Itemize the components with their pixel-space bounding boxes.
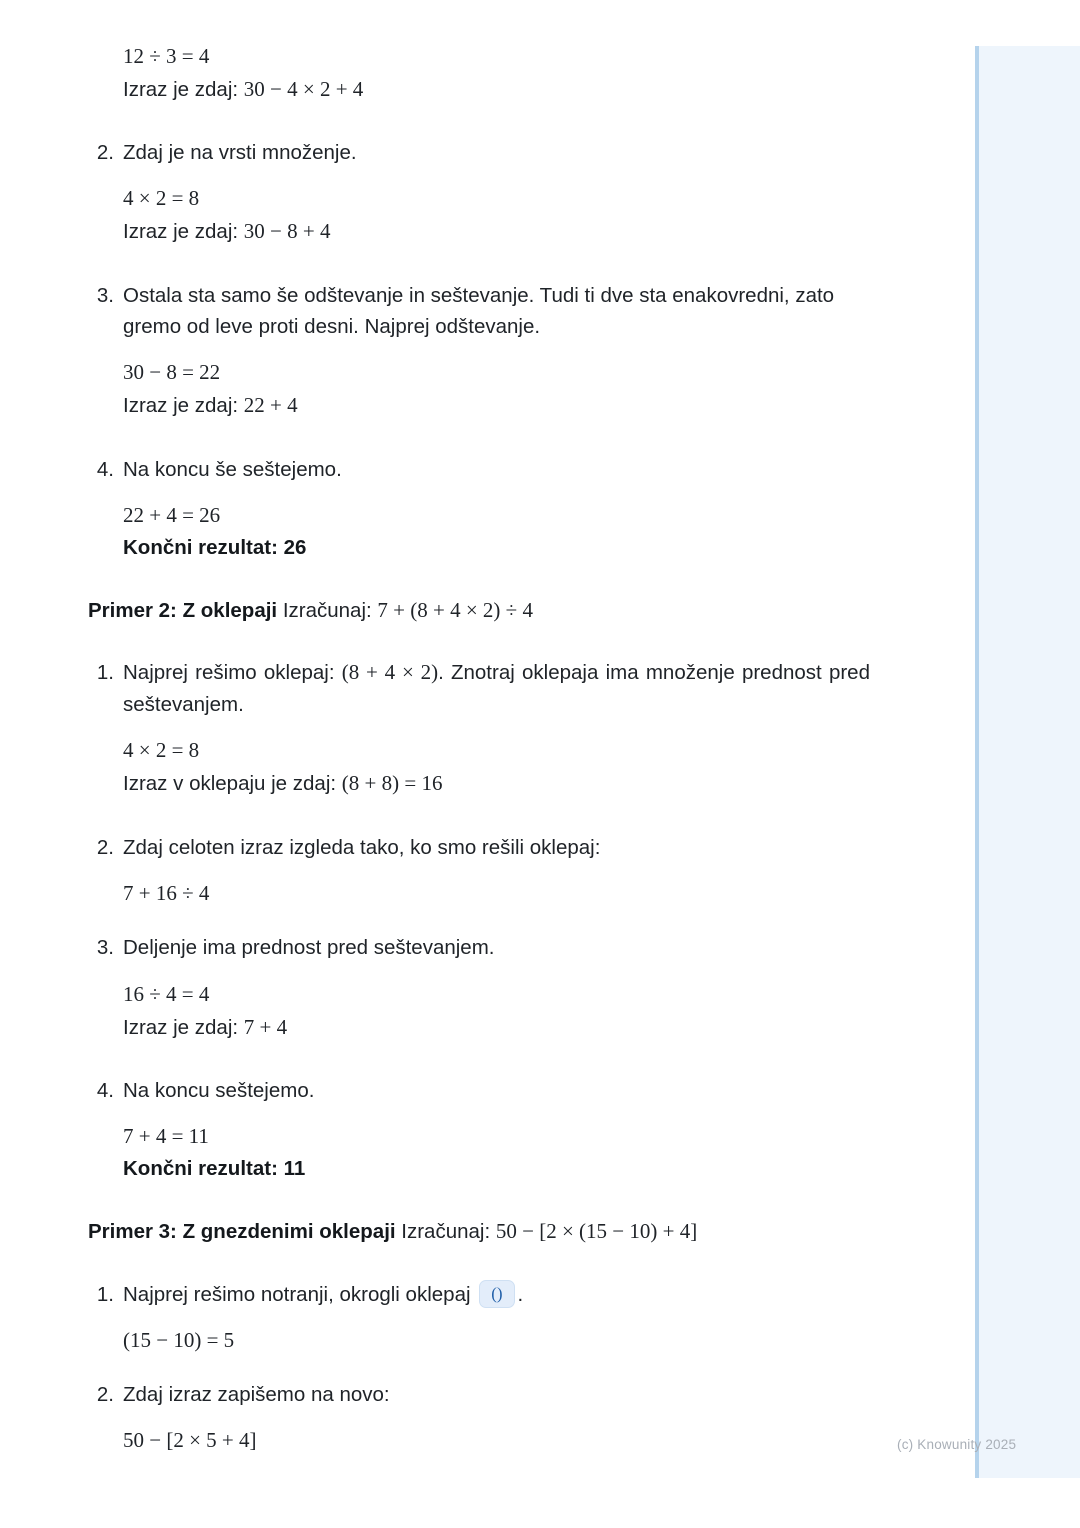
- example2-prompt-math: 7 + (8 + 4 × 2) ÷ 4: [377, 597, 533, 622]
- expression-label: Izraz je zdaj:: [123, 393, 244, 417]
- math-block: [123, 1328, 880, 1353]
- right-decorative-strip: [975, 46, 1080, 1478]
- list-item-text: Na koncu seštejemo.: [123, 1079, 315, 1103]
- math-block: [123, 1124, 880, 1185]
- list-item-text: Ostala sta samo še odštevanje in seštevanje. Tudi ti dve sta enakovredni, zato gremo od leve proti desni. Najprej odštevanje.: [123, 283, 835, 338]
- spacer: [88, 1185, 880, 1216]
- expression-line: [123, 1012, 880, 1044]
- math-block: [123, 881, 880, 906]
- text-fragment: . Znotraj oklepaja ima množenje prednost pred seštevanjem.: [123, 661, 870, 717]
- example1-step-list: [88, 137, 880, 564]
- list-item: [88, 137, 880, 248]
- math-line: (15 − 10) = 5: [123, 1328, 235, 1353]
- expression-math: 30 − 4 × 2 + 4: [243, 77, 364, 101]
- math-line: 22 + 4 = 26: [123, 502, 221, 527]
- math-line: 4 × 2 = 8: [123, 738, 200, 763]
- round-bracket-badge[interactable]: (): [479, 1280, 514, 1308]
- list-marker: 3.: [96, 936, 114, 960]
- list-item: [88, 932, 880, 1043]
- expression-math: 22 + 4: [243, 392, 298, 417]
- spacer: [88, 1248, 880, 1279]
- text-fragment: Najprej rešimo notranji, okrogli oklepaj: [123, 1282, 477, 1306]
- math-line: 7 + 4 = 11: [123, 1124, 209, 1149]
- list-marker: 4.: [96, 457, 114, 481]
- expression-line: [123, 74, 880, 106]
- list-item: [88, 657, 880, 800]
- list-marker: 1.: [96, 661, 114, 685]
- list-item: [88, 1279, 880, 1353]
- expression-math: 30 − 8 + 4: [243, 218, 331, 243]
- list-item-text: Zdaj izraz zapišemo na novo:: [123, 1383, 390, 1407]
- expression-label: Izraz je zdaj:: [123, 78, 244, 101]
- final-result: Končni rezultat: 26: [123, 535, 307, 559]
- math-line: 12 ÷ 3 = 4: [123, 44, 210, 68]
- list-item: [88, 832, 880, 906]
- math-line: 50 − [2 × 5 + 4]: [123, 1428, 257, 1453]
- list-item-text: Deljenje ima prednost pred seštevanjem.: [123, 936, 495, 960]
- math-line: 4 × 2 = 8: [123, 185, 200, 210]
- math-block: [123, 503, 880, 564]
- list-marker: 2.: [96, 1383, 114, 1407]
- spacer: [88, 564, 880, 595]
- example3-step-list: [88, 1279, 880, 1453]
- expression-line: [123, 216, 880, 248]
- math-line: 30 − 8 = 22: [123, 359, 221, 384]
- example3-prompt-label: Izračunaj:: [395, 1220, 496, 1244]
- math-block: [123, 982, 880, 1044]
- list-marker: 2.: [96, 836, 114, 860]
- list-item-text: [123, 657, 880, 720]
- text-fragment: .: [517, 1282, 524, 1306]
- list-item-text: Zdaj celoten izraz izgleda tako, ko smo rešili oklepaj:: [123, 836, 601, 860]
- math-block: [123, 1428, 880, 1453]
- example3-label: Primer 3: Z gnezdenimi oklepaji: [88, 1220, 396, 1244]
- example2-step-list: [88, 657, 880, 1185]
- example1-step1-math-block: [88, 44, 880, 106]
- list-item-text: Na koncu še seštejemo.: [123, 457, 342, 481]
- math-line: 7 + 16 ÷ 4: [123, 881, 210, 906]
- list-marker: 1.: [96, 1282, 114, 1306]
- list-marker: 2.: [96, 140, 114, 164]
- example2-heading: [88, 595, 880, 627]
- expression-math: 7 + 4: [243, 1014, 288, 1039]
- expression-label: Izraz v oklepaju je zdaj:: [123, 772, 342, 796]
- list-marker: 3.: [96, 283, 114, 307]
- list-item: [88, 1379, 880, 1453]
- inline-math: (8 + 4 × 2): [341, 660, 439, 685]
- spacer: [88, 626, 880, 657]
- spacer: [88, 106, 880, 137]
- list-marker: 4.: [96, 1079, 114, 1103]
- final-result: Končni rezultat: 11: [123, 1157, 306, 1181]
- example3-prompt-math: 50 − [2 × (15 − 10) + 4]: [495, 1219, 698, 1244]
- example2-prompt-label: Izračunaj:: [277, 598, 378, 622]
- list-item: [88, 454, 880, 564]
- list-item-text: Zdaj je na vrsti množenje.: [123, 140, 357, 164]
- math-block: [123, 360, 880, 422]
- list-item: [88, 280, 880, 422]
- math-block: [123, 186, 880, 248]
- expression-label: Izraz je zdaj:: [123, 219, 244, 243]
- example3-heading: [88, 1216, 880, 1248]
- list-item-text: [123, 1279, 880, 1310]
- example2-label: Primer 2: Z oklepaji: [88, 598, 278, 622]
- expression-line: [123, 768, 880, 800]
- math-block: [123, 738, 880, 800]
- math-line: 16 ÷ 4 = 4: [123, 981, 210, 1006]
- watermark: (c) Knowunity 2025: [897, 1437, 1017, 1452]
- expression-math: (8 + 8) = 16: [341, 771, 443, 796]
- text-fragment: Najprej rešimo oklepaj:: [123, 661, 342, 685]
- list-item: [88, 1075, 880, 1185]
- expression-line: [123, 390, 880, 422]
- expression-label: Izraz je zdaj:: [123, 1015, 244, 1039]
